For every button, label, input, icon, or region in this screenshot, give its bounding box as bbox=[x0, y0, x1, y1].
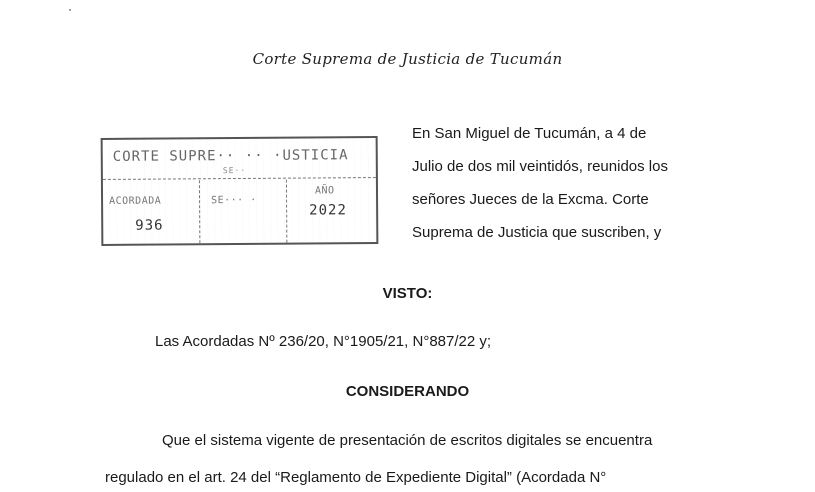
stamp-year-value: 2022 bbox=[309, 202, 347, 219]
acordadas-paragraph: Las Acordadas Nº 236/20, N°1905/21, N°887/22 y; bbox=[155, 333, 492, 350]
considerando-heading: CONSIDERANDO bbox=[345, 383, 470, 400]
stamp-year-label: AÑO bbox=[314, 185, 335, 197]
stamp-acordada-label: ACORDADA bbox=[109, 195, 162, 207]
stamp-column-divider bbox=[199, 180, 200, 243]
stamp-acordada-number: 936 bbox=[135, 217, 164, 234]
intro-line: En San Miguel de Tucumán, a 4 de bbox=[412, 125, 647, 142]
reception-stamp bbox=[101, 136, 379, 246]
body-line: Que el sistema vigente de presentación de escritos digitales se encuentra bbox=[162, 432, 653, 449]
stamp-column-divider bbox=[286, 180, 287, 243]
body-line: regulado en el art. 24 del “Reglamento de Expediente Digital” (Acordada N° bbox=[105, 469, 607, 486]
stamp-subtitle: SE·· bbox=[222, 165, 247, 176]
intro-line: Suprema de Justicia que suscriben, y bbox=[412, 224, 662, 241]
stamp-title: CORTE SUPRE·· ·· ·USTICIA bbox=[112, 147, 349, 165]
court-letterhead: Corte Suprema de Justicia de Tucumán bbox=[252, 50, 563, 68]
intro-line: Julio de dos mil veintidós, reunidos los bbox=[412, 158, 668, 175]
stamp-divider bbox=[103, 177, 376, 180]
intro-line: señores Jueces de la Excma. Corte bbox=[412, 191, 649, 208]
stamp-middle-label: SE··· · bbox=[211, 194, 257, 207]
visto-heading: VISTO: bbox=[382, 285, 433, 302]
intro-paragraph bbox=[412, 117, 717, 249]
scan-speck bbox=[69, 9, 71, 11]
